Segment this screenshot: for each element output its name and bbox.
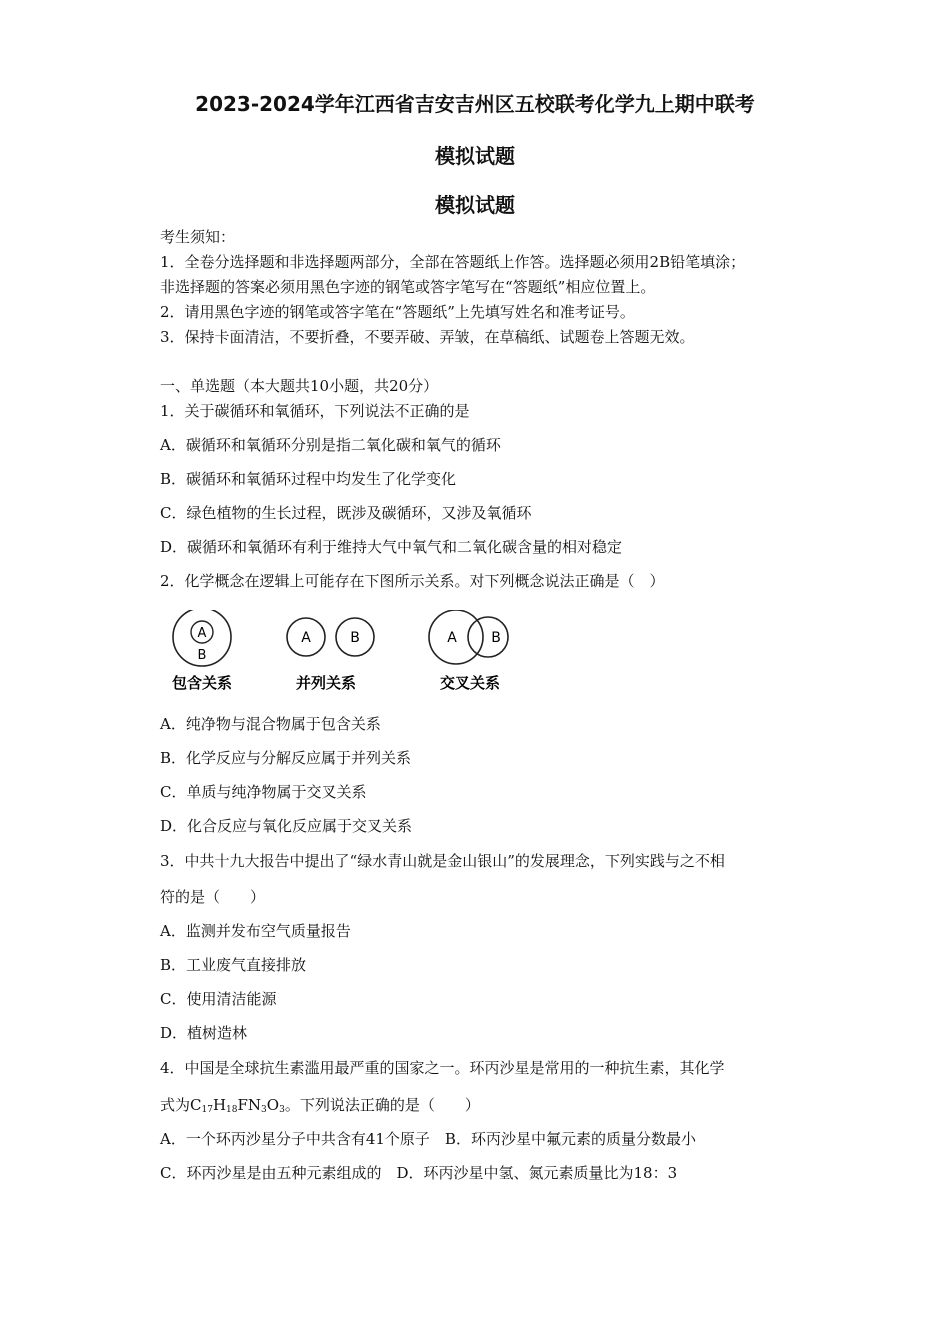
q2-stem: 2．化学概念在逻辑上可能存在下图所示关系。对下列概念说法正确是（ ） <box>160 572 665 590</box>
section-heading: 一、单选题（本大题共10小题，共20分） <box>160 377 439 395</box>
page-title-line1: 2023-2024学年江西省吉安吉州区五校联考化学九上期中联考 <box>195 92 755 116</box>
contain-caption: 包含关系 <box>171 674 233 692</box>
notice-item-1b: 非选择题的答案必须用黑色字迹的钢笔或答字笔写在“答题纸”相应位置上。 <box>160 278 656 296</box>
q1-option-d: D．碳循环和氧循环有利于维持大气中氧气和二氧化碳含量的相对稳定 <box>160 538 623 556</box>
q2-option-c: C．单质与纯净物属于交叉关系 <box>160 783 367 801</box>
q2-option-d: D．化合反应与氧化反应属于交叉关系 <box>160 817 413 835</box>
q4-stem-prefix: 式为 <box>160 1096 191 1114</box>
q3-option-b: B．工业废气直接排放 <box>160 956 307 974</box>
q4-options-ab: A．一个环丙沙星分子中共含有41个原子 B．环丙沙星中氟元素的质量分数最小 <box>160 1130 696 1148</box>
q4-stem-suffix: 。下列说法正确的是（ ） <box>284 1096 480 1114</box>
cross-label-a: A <box>447 630 457 646</box>
q1-option-a: A．碳循环和氧循环分别是指二氧化碳和氧气的循环 <box>160 436 501 454</box>
contain-label-b: B <box>197 648 207 663</box>
q4-stem-line2 <box>160 1095 480 1115</box>
chemical-formula: $C_{17}H_{18}FN_3O_3$ <box>190 1096 285 1115</box>
q1-option-b: B．碳循环和氧循环过程中均发生了化学变化 <box>160 470 457 488</box>
q1-option-c: C．绿色植物的生长过程，既涉及碳循环，又涉及氧循环 <box>160 504 532 522</box>
notice-heading: 考生须知： <box>160 228 236 246</box>
cross-relation-diagram <box>429 610 508 692</box>
page-title-line3: 模拟试题 <box>435 193 515 217</box>
cross-label-b: B <box>491 630 501 646</box>
parallel-relation-diagram <box>287 618 374 692</box>
notice-item-1a: 1．全卷分选择题和非选择题两部分，全部在答题纸上作答。选择题必须用2B铅笔填涂； <box>160 253 746 271</box>
page-title-line2: 模拟试题 <box>435 144 515 168</box>
q1-stem: 1．关于碳循环和氧循环，下列说法不正确的是 <box>160 402 470 420</box>
parallel-label-b: B <box>350 630 360 646</box>
parallel-label-a: A <box>301 630 311 646</box>
notice-item-2: 2．请用黑色字迹的钢笔或答字笔在“答题纸”上先填写姓名和准考证号。 <box>160 303 635 321</box>
q3-stem-line1: 3．中共十九大报告中提出了“绿水青山就是金山银山”的发展理念，下列实践与之不相 <box>160 852 725 870</box>
notice-item-3: 3．保持卡面清洁，不要折叠，不要弄破、弄皱，在草稿纸、试题卷上答题无效。 <box>160 328 695 346</box>
q4-options-cd: C．环丙沙星是由五种元素组成的 D．环丙沙星中氢、氮元素质量比为18：3 <box>160 1164 678 1182</box>
cross-caption: 交叉关系 <box>439 674 501 692</box>
q2-option-b: B．化学反应与分解反应属于并列关系 <box>160 749 412 767</box>
parallel-caption: 并列关系 <box>295 674 357 692</box>
q3-option-d: D．植树造林 <box>160 1024 248 1042</box>
relation-diagram <box>160 610 520 700</box>
q3-option-c: C．使用清洁能源 <box>160 990 277 1008</box>
contain-relation-diagram <box>172 610 232 692</box>
q3-stem-line2: 符的是（ ） <box>160 888 266 906</box>
contain-label-a: A <box>197 626 207 641</box>
q3-option-a: A．监测并发布空气质量报告 <box>160 922 351 940</box>
q4-stem-line1: 4．中国是全球抗生素滥用最严重的国家之一。环丙沙星是常用的一种抗生素，其化学 <box>160 1059 725 1077</box>
q2-option-a: A．纯净物与混合物属于包含关系 <box>160 715 381 733</box>
